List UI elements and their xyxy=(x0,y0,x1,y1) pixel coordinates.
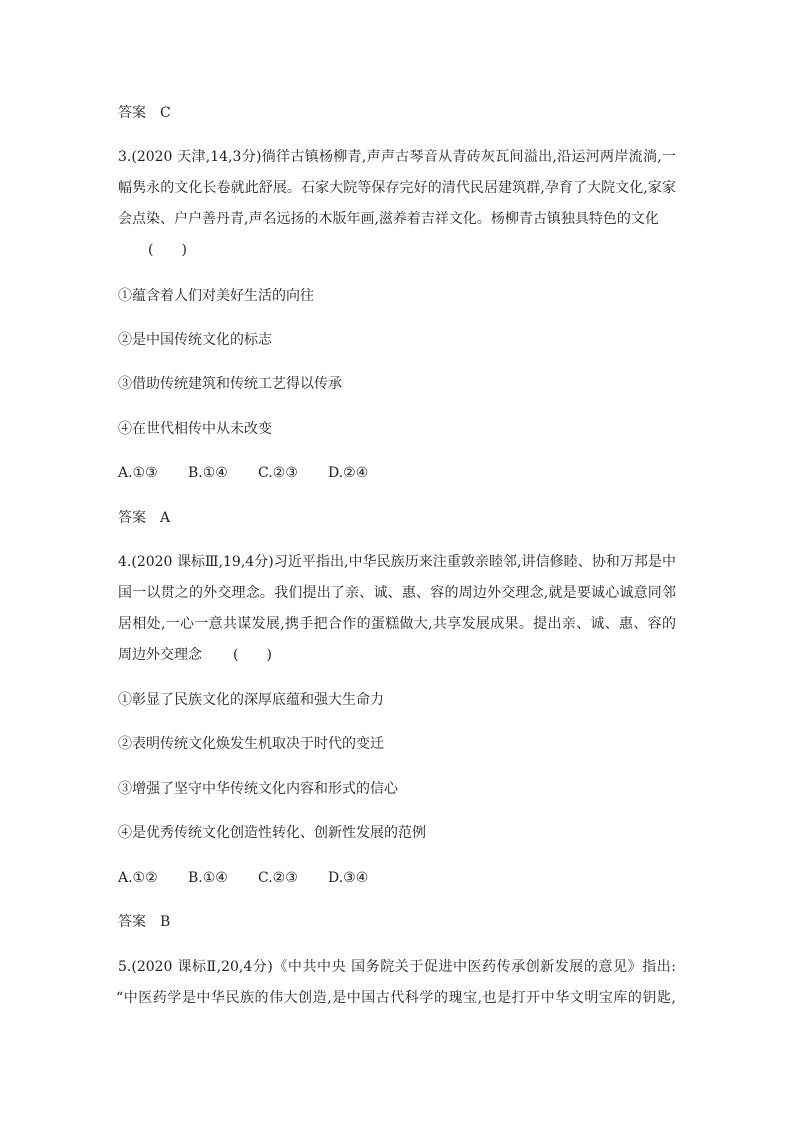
q3-statement-3: ③借助传统建筑和传统工艺得以传承 xyxy=(118,376,342,392)
q4-option-b: B.①④ xyxy=(188,870,228,886)
answer-label: 答案 xyxy=(118,105,146,121)
q3-option-a: A.①③ xyxy=(118,465,158,481)
answer-value: C xyxy=(160,105,171,121)
q4-statement-1: ①彰显了民族文化的深厚底蕴和强大生命力 xyxy=(118,692,384,708)
q4-option-c: C.②③ xyxy=(258,870,298,886)
q3-statement-4: ④在世代相传中从未改变 xyxy=(118,421,272,437)
q5-stem-line-1: 5.(2020 课标Ⅱ,20,4分)《中共中央 国务院关于促进中医药传承创新发展的意见》指出: xyxy=(118,959,676,975)
q4-stem-line-1: 4.(2020 课标Ⅲ,19,4分)习近平指出,中华民族历来注重敦亲睦邻,讲信修睦、协和万邦是中 xyxy=(118,554,676,570)
q4-option-d: D.③④ xyxy=(328,870,369,886)
q4-statement-3: ③增强了坚守中华传统文化内容和形式的信心 xyxy=(118,781,398,797)
q3-option-c: C.②③ xyxy=(258,465,298,481)
q3-stem-line-2: 幅隽永的文化长卷就此舒展。石家大院等保存完好的清代民居建筑群,孕育了大院文化,家家 xyxy=(118,180,676,196)
answer-value: A xyxy=(160,510,171,526)
q4-answer-row xyxy=(118,913,170,931)
answer-label: 答案 xyxy=(118,914,146,930)
q3-stem-line-1: 3.(2020 天津,14,3分)徜徉古镇杨柳青,声声古琴音从青砖灰瓦间溢出,沿运河两岸流淌,一 xyxy=(118,149,676,165)
q3-statement-1: ①蕴含着人们对美好生活的向往 xyxy=(118,288,314,304)
q3-answer-row xyxy=(118,509,170,527)
q3-answer-blank: ( ) xyxy=(148,242,187,258)
q3-option-d: D.②④ xyxy=(328,465,369,481)
q5-stem-line-2: “中医药学是中华民族的伟大创造,是中国古代科学的瑰宝,也是打开中华文明宝库的钥匙, xyxy=(116,990,676,1006)
answer-label: 答案 xyxy=(118,510,146,526)
q4-stem-line-3: 居相处,一心一意共谋发展,携手把合作的蛋糕做大,共享发展成果。提出亲、诚、惠、容的 xyxy=(118,616,676,632)
q3-option-b: B.①④ xyxy=(188,465,228,481)
q4-statement-2: ②表明传统文化焕发生机取决于时代的变迁 xyxy=(118,736,384,752)
answer-value: B xyxy=(160,914,171,930)
q4-stem-line-4: 周边外交理念 xyxy=(118,647,202,663)
q3-statement-2: ②是中国传统文化的标志 xyxy=(118,332,272,348)
q3-stem-line-3: 会点染、户户善丹青,声名远扬的木版年画,滋养着吉祥文化。杨柳青古镇独具特色的文化 xyxy=(118,211,659,227)
q4-option-a: A.①② xyxy=(118,870,158,886)
prev-answer-row xyxy=(118,104,171,122)
q4-answer-blank: ( ) xyxy=(233,647,272,663)
q4-statement-4: ④是优秀传统文化创造性转化、创新性发展的范例 xyxy=(118,825,426,841)
q4-stem-line-2: 国一以贯之的外交理念。我们提出了亲、诚、惠、容的周边外交理念,就是要诚心诚意同邻 xyxy=(118,585,676,601)
